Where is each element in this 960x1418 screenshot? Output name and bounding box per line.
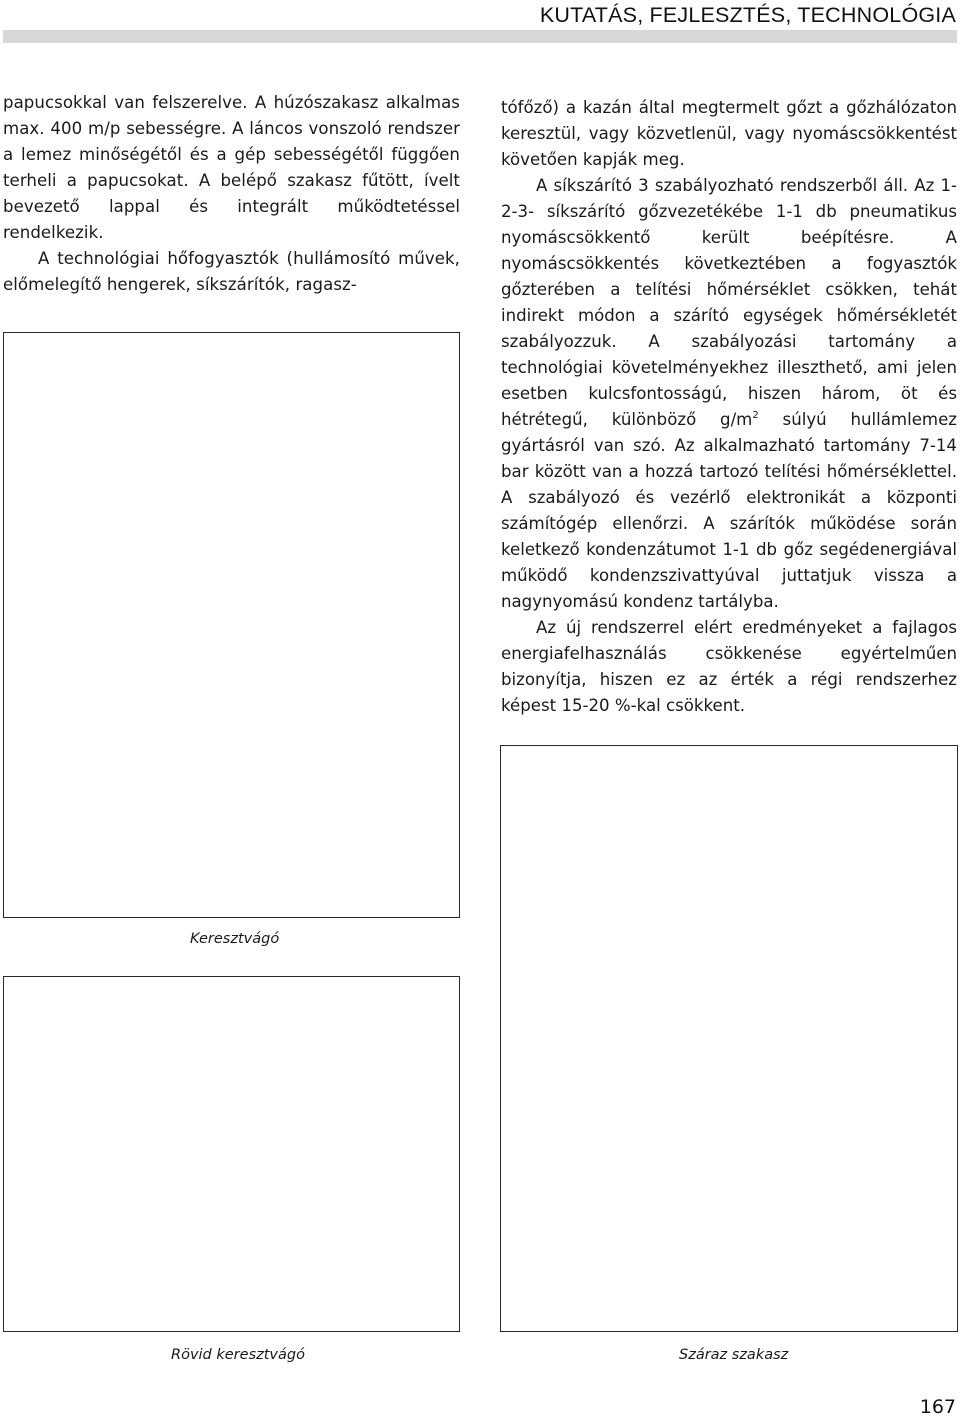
right-paragraph-1: tófőző) a kazán által megtermelt gőzt a gőzhálózaton keresztül, vagy közvetlenül, vagy nyomáscsökkentést követően kapják meg. [501, 98, 957, 169]
figure-caption-rovid-keresztvago: Rövid keresztvágó [171, 1347, 305, 1363]
right-paragraph-2-part-b: súlyú hullámlemez gyártásról van szó. Az alkalmazható tartomány 7-14 bar között van a hozzá tartozó telítési hőmérséklettel. A szabályozó és vezérlő elektronikát a központi számítógép ellenőrzi. A szárítók működése során keletkező kondenzátumot 1-1 db gőz segédenergiával működő kondenzszivattyúval juttatjuk vissza a nagynyomású kondenz tartályba. [501, 410, 957, 611]
superscript-2: 2 [752, 410, 759, 421]
right-paragraph-2-part-a: A síkszárító 3 szabályozható rendszerből áll. Az 1-2-3- síkszárító gőzvezetékébe 1-1 db pneumatikus nyomáscsökkentő került beépítésre. A nyomáscsökkentés következtében a fogyasztók gőzterében a telítési hőmérséklet csökken, tehát indirekt módon a szárító egységek hőmérsékletét szabályozzuk. A szabályozási tartomány a technológiai követelményekhez illeszthető, ami jelen esetben kulcsfontosságú, hiszen három, öt és hétrétegű, különböző g/m [501, 176, 957, 429]
left-paragraph-1: papucsokkal van felszerelve. A húzószakasz alkalmas max. 400 m/p sebességre. A láncos vonszoló rendszer a lemez minőségétől és a gép sebességétől függően terheli a papucsokat. A belépő szakasz fűtött, ívelt bevezető lappal és integrált működtetéssel rendelkezik. [3, 93, 460, 242]
right-paragraph-2 [501, 173, 957, 615]
figure-caption-szaraz-szakasz: Száraz szakasz [679, 1347, 789, 1363]
right-paragraph-3: Az új rendszerrel elért eredményeket a fajlagos energiafelhasználás csökkenése egyértelműen bizonyítja, hiszen ez az érték a régi rendszerhez képest 15-20 %-kal csökkent. [501, 618, 957, 715]
figure-rovid-keresztvago-image [3, 976, 460, 1332]
running-header-title: KUTATÁS, FEJLESZTÉS, TECHNOLÓGIA [539, 3, 956, 27]
left-text-column [3, 90, 460, 298]
left-paragraph-2: A technológiai hőfogyasztók (hullámosító művek, előmelegítő hengerek, síkszárítók, ragasz- [3, 249, 460, 294]
page-header [0, 0, 960, 44]
right-text-column [501, 95, 957, 719]
page-number: 167 [919, 1396, 956, 1418]
figure-keresztvago-image [3, 332, 460, 918]
figure-szaraz-szakasz-image [500, 745, 958, 1332]
header-rule-bar [3, 30, 957, 43]
figure-caption-keresztvago: Keresztvágó [190, 931, 280, 947]
